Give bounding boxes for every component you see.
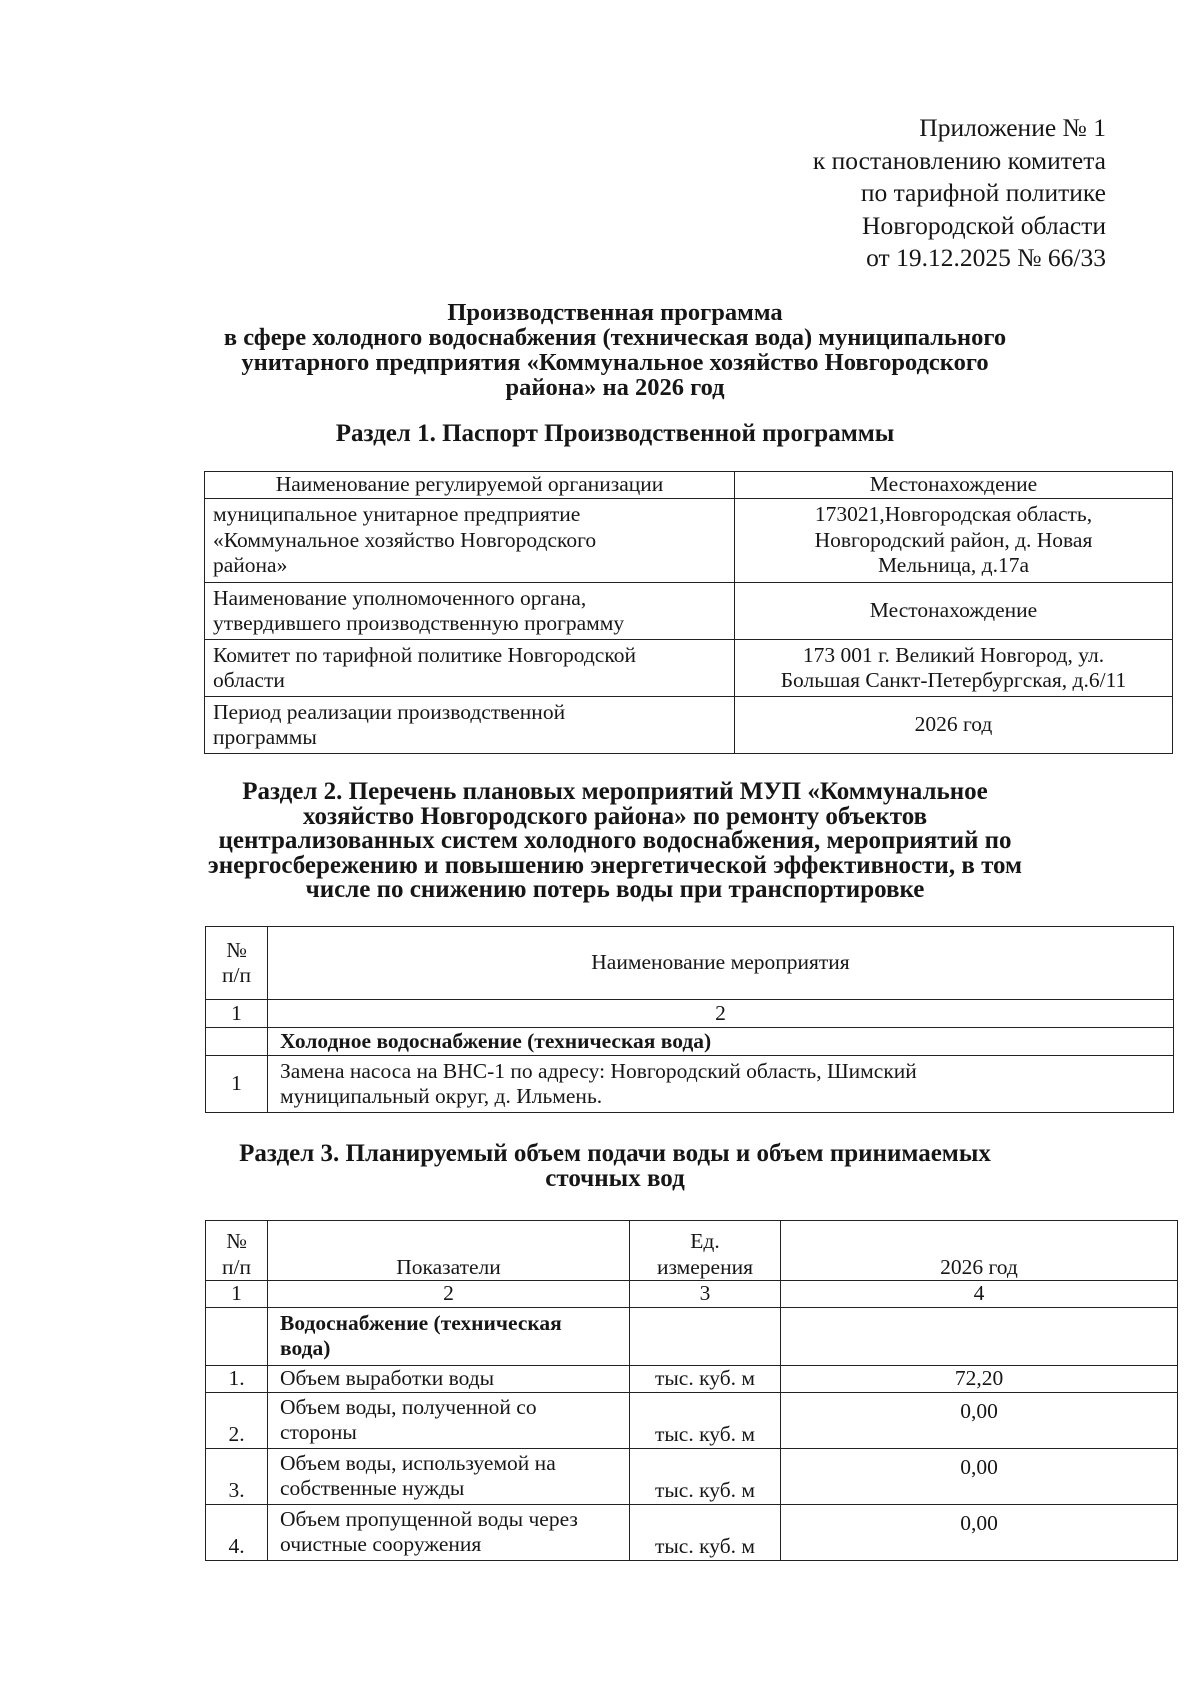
table-cell: тыс. куб. м (630, 1365, 781, 1392)
table-index-row (206, 1000, 1174, 1028)
table-group-row (206, 1028, 1174, 1056)
table-row (205, 583, 1173, 640)
cell-line: собственные нужды (280, 1476, 465, 1500)
cell-line: области (213, 668, 285, 692)
table-cell: 0,00 (781, 1392, 1178, 1448)
cell-line: района» (213, 553, 288, 578)
cell-line: Объем пропущенной воды через (280, 1506, 578, 1531)
table-cell (205, 697, 735, 754)
table-cell: 3. (206, 1448, 268, 1504)
cell-line: стороны (280, 1420, 357, 1444)
cell-line: очистные сооружения (280, 1532, 482, 1556)
section2-title (180, 780, 1050, 903)
header-cell (206, 927, 268, 1000)
table-row (205, 697, 1173, 754)
table-cell (206, 1028, 268, 1056)
table-cell: 2 (268, 1000, 1174, 1028)
table-row (206, 1504, 1178, 1560)
table-cell: 0,00 (781, 1448, 1178, 1504)
table-cell (205, 583, 735, 640)
cell-line: 2026 год (914, 712, 993, 737)
section3-title (180, 1142, 1050, 1191)
section2-title-line: централизованных систем холодного водоснабжения, мероприятий по (218, 827, 1012, 854)
table-cell (735, 697, 1173, 754)
cell-line: утвердившего производственную программу (213, 611, 625, 635)
table-row (205, 640, 1173, 697)
table-cell (735, 583, 1173, 640)
cell-line: Замена насоса на ВНС-1 по адресу: Новгородский область, Шимский (280, 1058, 917, 1083)
table-cell (735, 499, 1173, 583)
table-cell: тыс. куб. м (630, 1504, 781, 1560)
table-row (206, 1392, 1178, 1448)
section3-title-line: Раздел 3. Планируемый объем подачи воды и объем принимаемых (239, 1140, 991, 1167)
cell-line: 173 001 г. Великий Новгород, ул. (802, 642, 1105, 667)
table-cell: 2. (206, 1392, 268, 1448)
cell-line: 173021,Новгородская область, (814, 502, 1093, 527)
appendix-header (813, 112, 1106, 275)
cell-line: муниципальное унитарное предприятие (213, 502, 581, 527)
table-cell (781, 1307, 1178, 1365)
table-row (205, 499, 1173, 583)
table-header-row (205, 472, 1173, 499)
cell-line: Комитет по тарифной политике Новгородской (213, 642, 636, 667)
table-row (206, 1448, 1178, 1504)
table-cell: тыс. куб. м (630, 1448, 781, 1504)
section2-title-line: хозяйство Новгородского района» по ремонту объектов (302, 802, 928, 830)
cell-line: Большая Санкт-Петербургская, д.6/11 (780, 668, 1127, 692)
cell-line: Период реализации производственной (213, 699, 566, 724)
cell-line: п/п (222, 1254, 251, 1279)
cell-line: программы (213, 725, 317, 749)
cell-line: вода) (280, 1336, 331, 1360)
header-cell: Местонахождение (735, 472, 1173, 499)
measures-table (205, 926, 1174, 1113)
section2-title-line: числе по снижению потерь воды при транспортировке (305, 876, 925, 903)
table-cell (268, 1448, 630, 1504)
appendix-line: от 19.12.2025 № 66/33 (866, 243, 1106, 272)
table-cell (630, 1307, 781, 1365)
table-cell: 4 (781, 1281, 1178, 1308)
title-line: района» на 2026 год (505, 374, 725, 401)
appendix-line: по тарифной политике (860, 178, 1106, 207)
cell-line: Местонахождение (869, 598, 1038, 623)
table-group-row (206, 1307, 1178, 1365)
section3-title-line: сточных вод (545, 1164, 685, 1192)
table-cell: 2 (268, 1281, 630, 1308)
header-cell: 2026 год (781, 1221, 1178, 1281)
section2-title-line: энергосбережению и повышению энергетической эффективности, в том (207, 851, 1023, 879)
table-cell: 0,00 (781, 1504, 1178, 1560)
cell-line: Объем воды, используемой на (280, 1450, 556, 1475)
passport-table (204, 471, 1173, 754)
table-cell (268, 1307, 630, 1365)
table-cell: 72,20 (781, 1365, 1178, 1392)
header-cell (630, 1221, 781, 1281)
header-cell: Наименование мероприятия (268, 927, 1174, 1000)
table-header-row (206, 927, 1174, 1000)
header-cell: Наименование регулируемой организации (205, 472, 735, 499)
table-cell (735, 640, 1173, 697)
title-line: в сфере холодного водоснабжения (техническая вода) муниципального (223, 324, 1007, 351)
table-cell: 1. (206, 1365, 268, 1392)
cell-line: «Коммунальное хозяйство Новгородского (213, 527, 597, 552)
appendix-line: Новгородской области (862, 210, 1106, 240)
table-cell: 4. (206, 1504, 268, 1560)
title-line: Производственная программа (447, 299, 783, 326)
table-cell (268, 1392, 630, 1448)
section1-title: Раздел 1. Паспорт Производственной программы (335, 420, 895, 447)
table-cell: 1 (206, 1281, 268, 1308)
table-row (206, 1056, 1174, 1113)
volume-table (205, 1220, 1178, 1561)
appendix-line: Приложение № 1 (919, 113, 1106, 142)
cell-line: № (226, 1229, 247, 1253)
table-cell: 1 (206, 1000, 268, 1028)
table-cell: тыс. куб. м (630, 1392, 781, 1448)
table-row (206, 1365, 1178, 1392)
cell-line: Объем воды, полученной со (280, 1394, 537, 1419)
table-cell (206, 1307, 268, 1365)
table-cell (268, 1056, 1174, 1113)
cell-line: муниципальный округ, д. Ильмень. (280, 1084, 603, 1108)
table-cell: 1 (206, 1056, 268, 1113)
table-cell (205, 640, 735, 697)
header-cell (206, 1221, 268, 1281)
cell-line: Ед. (690, 1229, 720, 1253)
cell-line: Новгородский район, д. Новая (814, 527, 1093, 552)
cell-line: Наименование уполномоченного органа, (213, 585, 587, 610)
table-cell: Холодное водоснабжение (техническая вода) (268, 1028, 1174, 1056)
table-cell: 3 (630, 1281, 781, 1308)
table-header-row (206, 1221, 1178, 1281)
header-cell: Показатели (268, 1221, 630, 1281)
table-index-row (206, 1281, 1178, 1308)
table-cell: Объем выработки воды (268, 1365, 630, 1392)
table-cell (268, 1504, 630, 1560)
cell-line: Мельница, д.17а (877, 553, 1030, 578)
cell-line: измерения (656, 1254, 754, 1279)
appendix-line: к постановлению комитета (812, 145, 1106, 175)
cell-line: Водоснабжение (техническая (280, 1310, 562, 1335)
cell-line: № (226, 937, 247, 962)
table-cell (205, 499, 735, 583)
cell-line: п/п (222, 963, 251, 987)
document-title (180, 300, 1050, 400)
title-line: унитарного предприятия «Коммунальное хозяйство Новгородского (241, 349, 989, 376)
section2-title-line: Раздел 2. Перечень плановых мероприятий МУП «Коммунальное (242, 778, 988, 805)
